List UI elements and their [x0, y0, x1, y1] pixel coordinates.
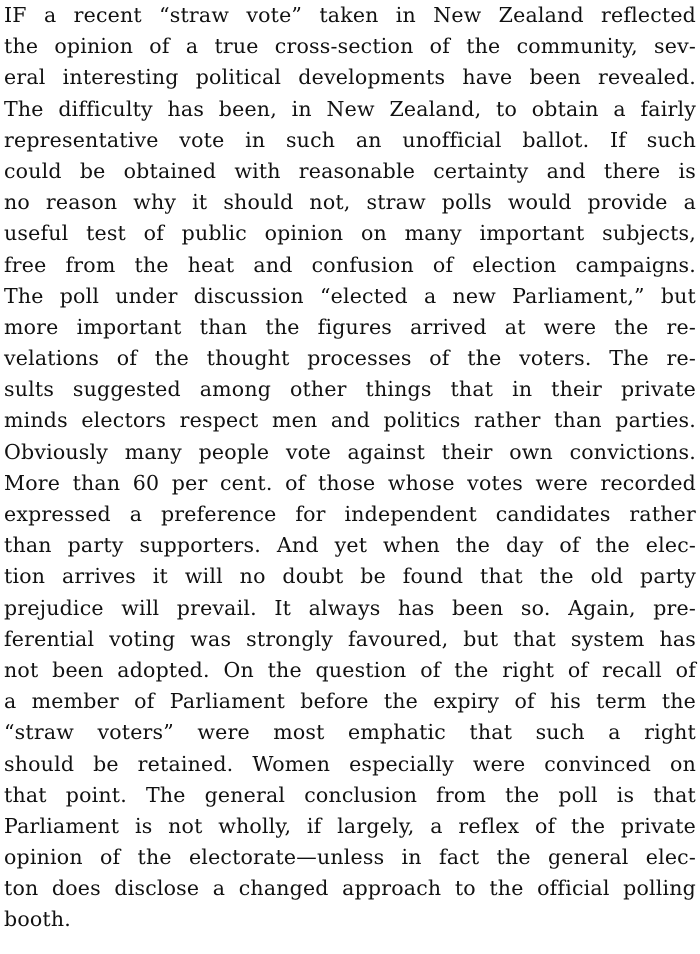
text-line: tion arrives it will no doubt be found that the old party [4, 564, 696, 589]
text-line: not been adopted. On the question of the right of recall of [4, 657, 696, 682]
text-line: opinion of the electorate—unless in fact the general elec- [4, 845, 696, 870]
text-line: More than 60 per cent. of those whose votes were recorded [4, 470, 696, 495]
text-line: eral interesting political developments have been revealed. [4, 65, 696, 90]
text-line: that point. The general conclusion from the poll is that [4, 782, 696, 807]
text-line: velations of the thought processes of the voters. The re- [4, 346, 696, 371]
text-line: the opinion of a true cross-section of the community, sev- [4, 34, 696, 59]
text-line: ton does disclose a changed approach to the official polling [4, 876, 696, 901]
text-line: “straw voters” were most emphatic that such a right [4, 720, 696, 745]
text-line: minds electors respect men and politics rather than parties. [4, 408, 696, 433]
text-line: representative vote in such an unofficial ballot. If such [4, 127, 696, 152]
text-line: Parliament is not wholly, if largely, a reflex of the private [4, 813, 696, 838]
text-line: Obviously many people vote against their own convictions. [4, 439, 696, 464]
article-body [4, 0, 696, 936]
text-line: expressed a preference for independent candidates rather [4, 502, 696, 526]
text-line: more important than the figures arrived at were the re- [4, 314, 696, 339]
text-line-last: booth. [4, 907, 71, 932]
text-line: ferential voting was strongly favoured, but that system has [4, 626, 696, 651]
text-line: should be retained. Women especially were convinced on [4, 751, 696, 776]
text-line: free from the heat and confusion of election campaigns. [4, 252, 696, 277]
text-line: prejudice will prevail. It always has been so. Again, pre- [4, 595, 696, 620]
text-line: useful test of public opinion on many important subjects, [4, 221, 696, 246]
text-line: no reason why it should not, straw polls would provide a [4, 190, 696, 215]
text-line: than party supporters. And yet when the day of the elec- [4, 533, 696, 558]
text-line: The poll under discussion “elected a new Parliament,” but [4, 283, 696, 308]
text-line: IF a recent “straw vote” taken in New Zealand reflected [4, 3, 696, 27]
text-line: could be obtained with reasonable certainty and there is [4, 158, 696, 183]
text-line: a member of Parliament before the expiry of his term the [4, 689, 696, 714]
text-line: sults suggested among other things that in their private [4, 377, 696, 402]
text-line: The difficulty has been, in New Zealand, to obtain a fairly [4, 96, 696, 121]
